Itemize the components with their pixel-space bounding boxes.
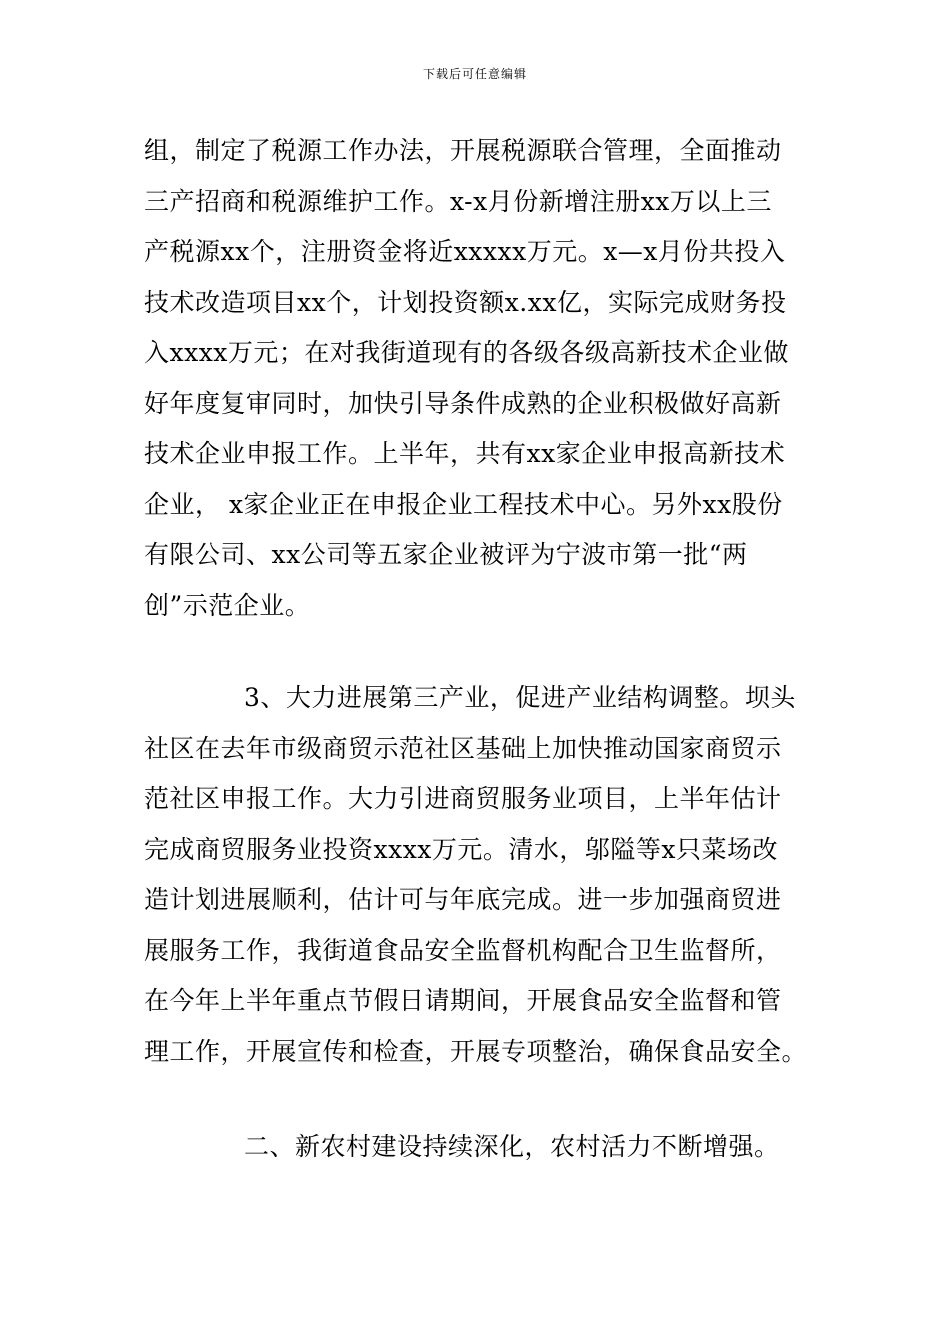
paragraph-tertiary-industry: [144, 673, 808, 1077]
heading-line: 二、新农村建设持续深化，农村活力不断增强。: [244, 1132, 780, 1161]
paragraph-line: 理工作，开展宣传和检查，开展专项整治，确保食品安全。: [144, 1036, 808, 1066]
page-header: 下载后可任意编辑: [422, 67, 527, 81]
paragraph-line: 产税源xx个，注册资金将近xxxxx万元。x—x月份共投入: [144, 237, 786, 266]
paragraph-line: 3、大力进展第三产业，促进产业结构调整。坝头: [244, 683, 796, 712]
paragraph-line: 三产招商和税源维护工作。x-x月份新增注册xx万以上三: [144, 186, 772, 216]
paragraph-line: 有限公司、xx公司等五家企业被评为宁波市第一批“两: [144, 540, 748, 569]
paragraph-line: 创”示范企业。: [144, 590, 311, 620]
paragraph-line: 社区在去年市级商贸示范社区基础上加快推动国家商贸示: [144, 733, 782, 763]
paragraph-line: 完成商贸服务业投资xxxx万元。清水，邬隘等x只菜场改: [144, 834, 778, 864]
paragraph-line: 技术企业申报工作。上半年，共有xx家企业申报高新技术: [144, 439, 786, 468]
paragraph-line: 入xxxx万元；在对我街道现有的各级各级高新技术企业做: [144, 338, 789, 367]
paragraph-tax-source: [144, 126, 808, 631]
paragraph-line: 范社区申报工作。大力引进商贸服务业项目，上半年估计: [144, 784, 782, 813]
paragraph-line: 造计划进展顺利，估计可与年底完成。进一步加强商贸进: [144, 885, 782, 914]
paragraph-line: 技术改造项目xx个，计划投资额x.xx亿，实际完成财务投: [144, 287, 787, 317]
paragraph-line: 展服务工作，我街道食品安全监督机构配合卫生监督所，: [144, 935, 782, 965]
paragraph-line: 在今年上半年重点节假日请期间，开展食品安全监督和管: [144, 986, 782, 1015]
paragraph-line: 好年度复审同时，加快引导条件成熟的企业积极做好高新: [144, 388, 782, 418]
paragraph-line: 组，制定了税源工作办法，开展税源联合管理，全面推动: [144, 136, 782, 165]
paragraph-line: 企业， x家企业正在申报企业工程技术中心。另外xx股份: [144, 489, 783, 519]
section-heading-new-rural: [144, 1122, 808, 1173]
